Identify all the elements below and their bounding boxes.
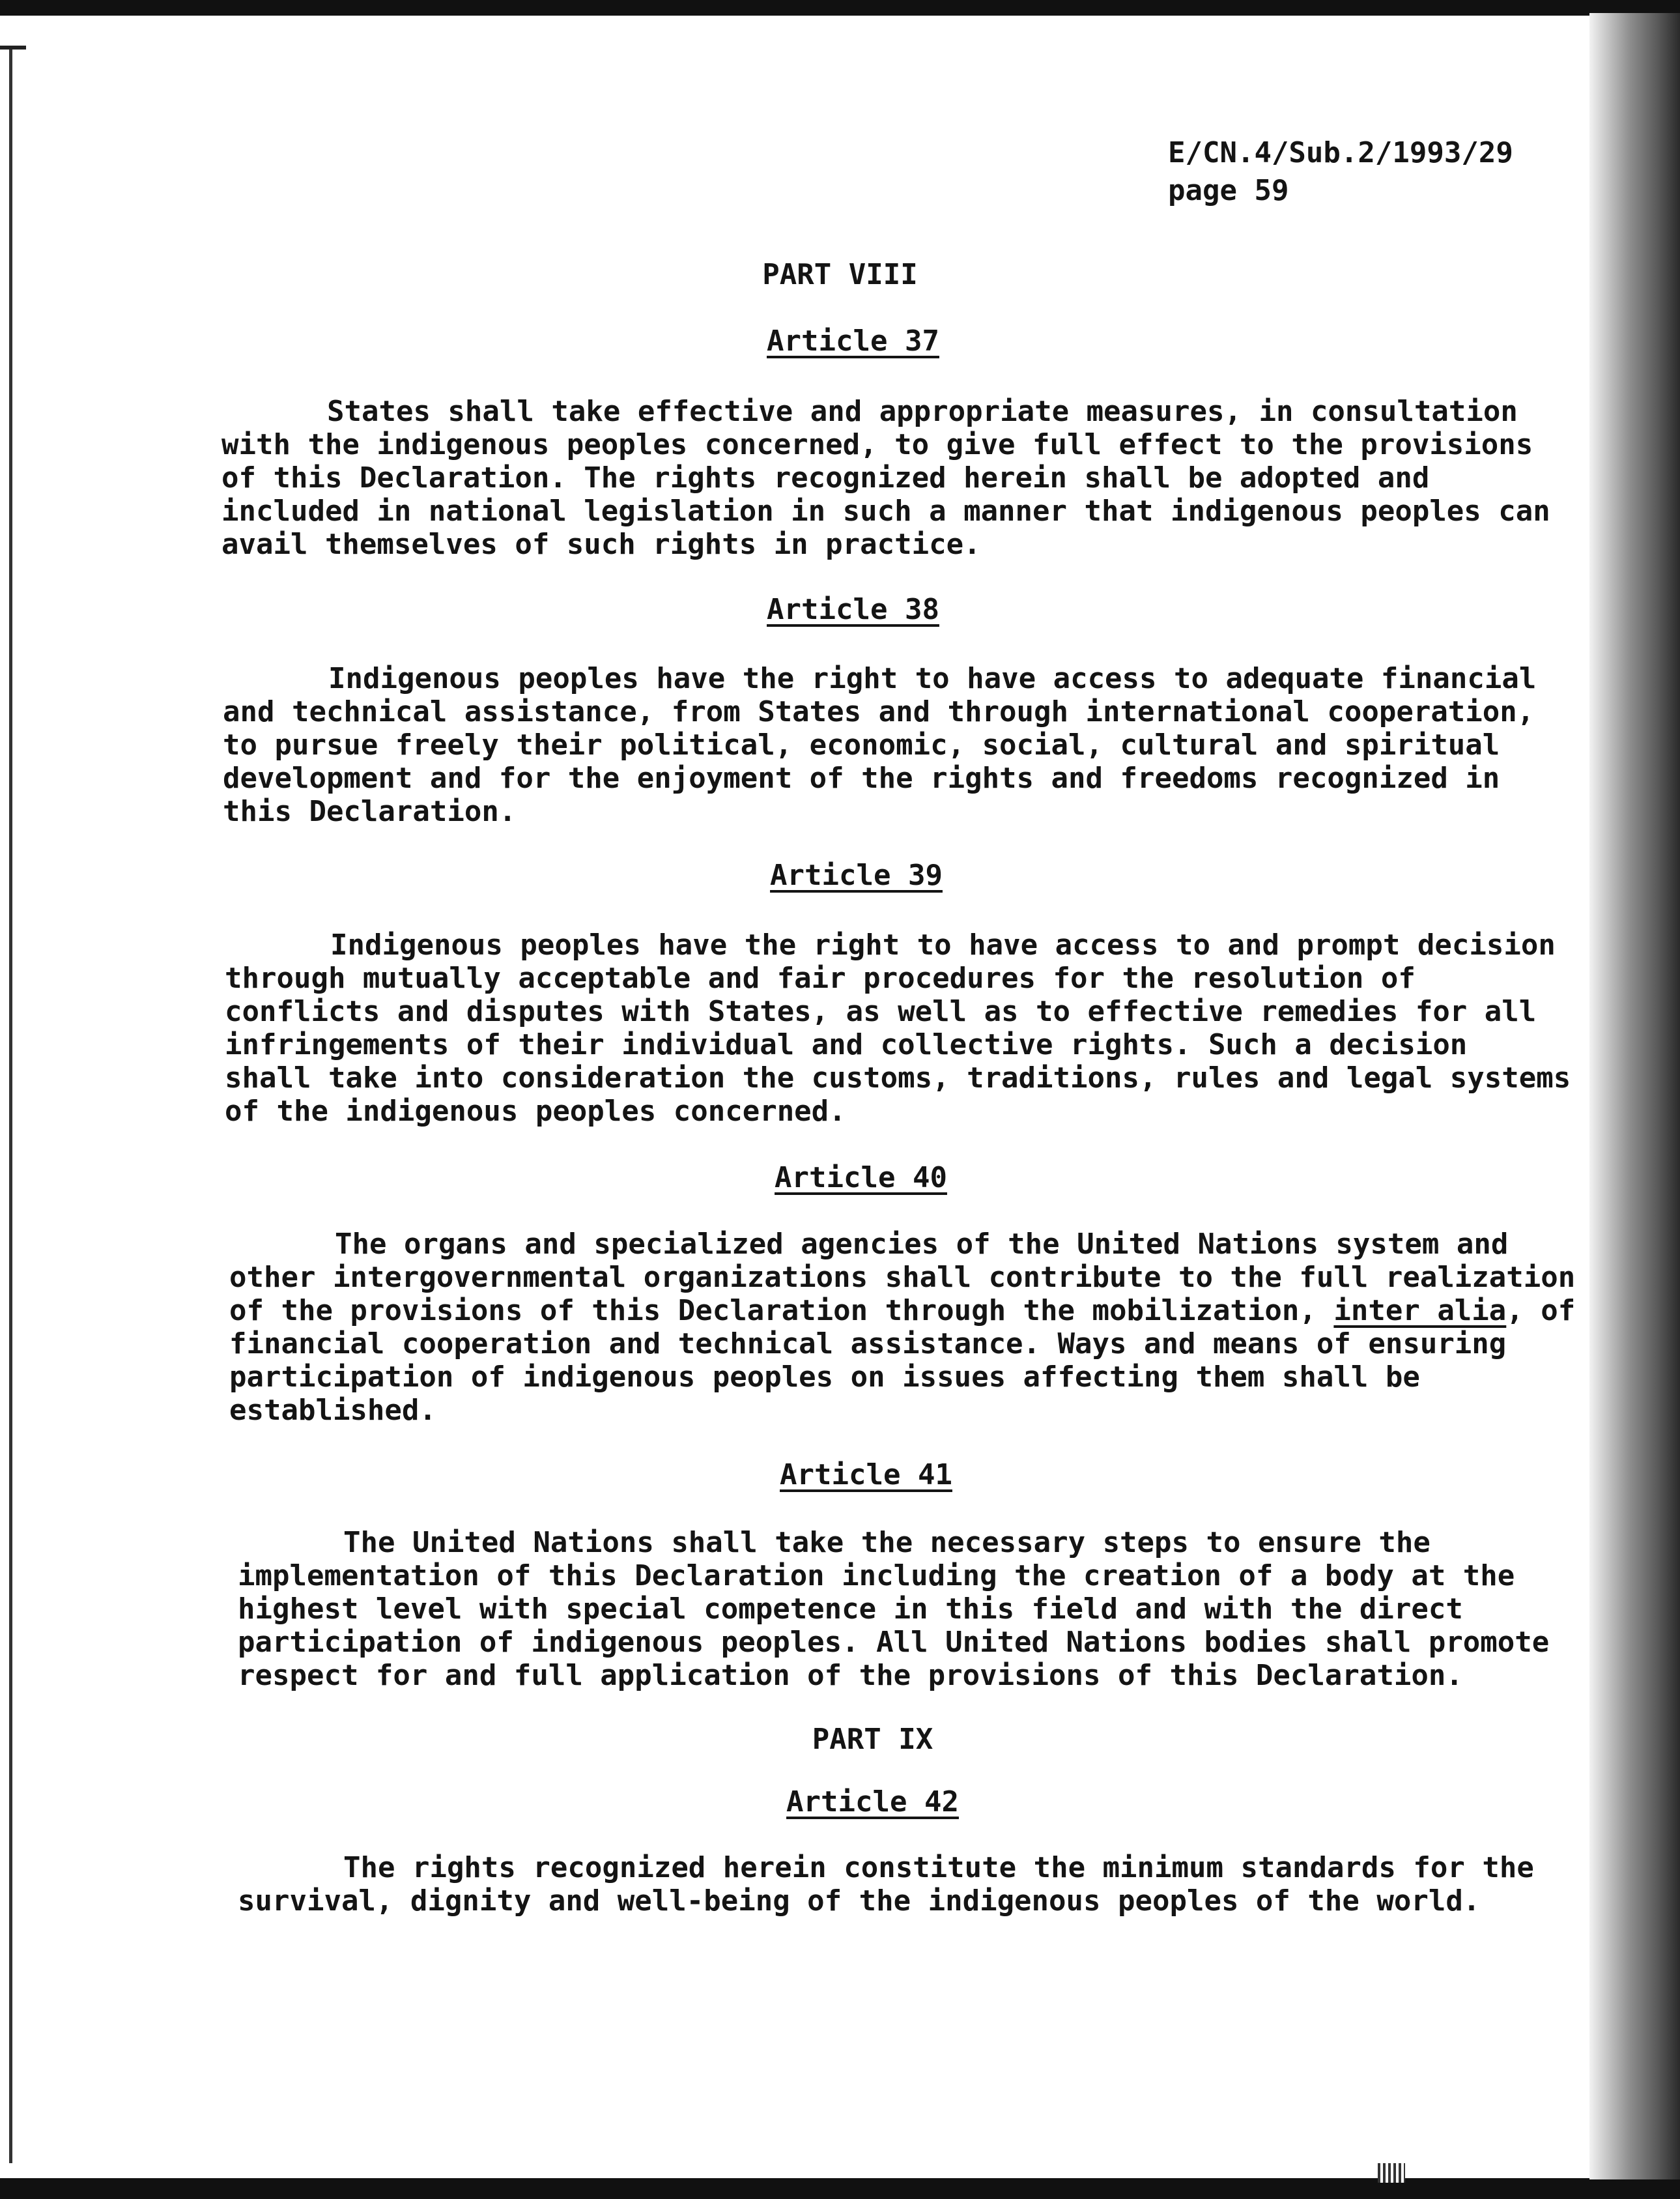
article-line: participation of indigenous peoples. All United Nations bodies shall promote bbox=[238, 1626, 1550, 1659]
part-heading: PART VIII bbox=[762, 258, 918, 291]
article-line: this Declaration. bbox=[223, 795, 517, 828]
article-body bbox=[223, 662, 1578, 828]
article-line: of this Declaration. The rights recognized herein shall be adopted and bbox=[221, 461, 1430, 495]
article-line: other intergovernmental organizations shall contribute to the full realization bbox=[229, 1261, 1576, 1294]
article-line: survival, dignity and well-being of the indigenous peoples of the world. bbox=[238, 1884, 1481, 1918]
article-line: respect for and full application of the provisions of this Declaration. bbox=[238, 1659, 1463, 1692]
article-line: The United Nations shall take the necessary steps to ensure the bbox=[343, 1526, 1431, 1559]
article-line: of the indigenous peoples concerned. bbox=[225, 1095, 846, 1128]
article-line: with the indigenous peoples concerned, to give full effect to the provisions bbox=[221, 428, 1533, 461]
article-line: through mutually acceptable and fair procedures for the resolution of bbox=[225, 962, 1416, 995]
article-line: The organs and specialized agencies of the United Nations system and bbox=[335, 1228, 1509, 1261]
article-line: avail themselves of such rights in practice. bbox=[221, 528, 981, 561]
document-symbol: E/CN.4/Sub.2/1993/29 bbox=[1168, 136, 1513, 169]
article-line: The rights recognized herein constitute the minimum standards for the bbox=[343, 1851, 1534, 1884]
article-line: Indigenous peoples have the right to have access to adequate financial bbox=[328, 662, 1537, 695]
article-body bbox=[238, 1851, 1593, 1918]
article-body bbox=[238, 1526, 1593, 1692]
article-line: to pursue freely their political, economic, social, cultural and spiritual bbox=[223, 728, 1500, 762]
article-line bbox=[229, 1294, 1584, 1327]
article-heading: Article 40 bbox=[775, 1161, 947, 1194]
part-heading: PART IX bbox=[812, 1723, 933, 1756]
page-number: page 59 bbox=[1168, 174, 1289, 207]
article-line: conflicts and disputes with States, as well as to effective remedies for all bbox=[225, 995, 1537, 1028]
article-body bbox=[221, 395, 1576, 561]
article-line: highest level with special competence in this field and with the direct bbox=[238, 1592, 1463, 1626]
article-line: financial cooperation and technical assistance. Ways and means of ensuring bbox=[229, 1327, 1507, 1360]
article-line: shall take into consideration the customs, traditions, rules and legal systems bbox=[225, 1061, 1571, 1095]
scan-margin-line bbox=[9, 46, 12, 2163]
article-line: infringements of their individual and collective rights. Such a decision bbox=[225, 1028, 1468, 1061]
article-line-text: , of bbox=[1506, 1294, 1576, 1327]
article-heading: Article 39 bbox=[770, 859, 943, 892]
article-line: and technical assistance, from States and through international cooperation, bbox=[223, 695, 1535, 728]
scan-bottom-mark bbox=[1378, 2163, 1405, 2183]
article-line: included in national legislation in such a manner that indigenous peoples can bbox=[221, 495, 1550, 528]
document-header bbox=[1168, 134, 1513, 210]
article-line: implementation of this Declaration including the creation of a body at the bbox=[238, 1559, 1515, 1592]
article-line: Indigenous peoples have the right to have access to and prompt decision bbox=[330, 928, 1556, 962]
article-heading: Article 38 bbox=[767, 593, 939, 626]
article-heading: Article 42 bbox=[786, 1785, 959, 1818]
scan-margin-tick bbox=[0, 46, 26, 50]
latin-emphasis: inter alia bbox=[1333, 1294, 1507, 1327]
article-heading: Article 37 bbox=[767, 324, 939, 358]
article-line: development and for the enjoyment of the rights and freedoms recognized in bbox=[223, 762, 1500, 795]
article-line-text: of the provisions of this Declaration through the mobilization, bbox=[229, 1294, 1334, 1327]
article-body bbox=[225, 928, 1580, 1128]
scan-border-top bbox=[0, 0, 1680, 16]
article-body bbox=[229, 1228, 1584, 1427]
article-heading: Article 41 bbox=[780, 1458, 952, 1491]
article-line: participation of indigenous peoples on issues affecting them shall be bbox=[229, 1360, 1420, 1394]
scan-border-bottom bbox=[0, 2178, 1680, 2199]
article-line: established. bbox=[229, 1394, 436, 1427]
article-line: States shall take effective and appropriate measures, in consultation bbox=[327, 395, 1518, 428]
